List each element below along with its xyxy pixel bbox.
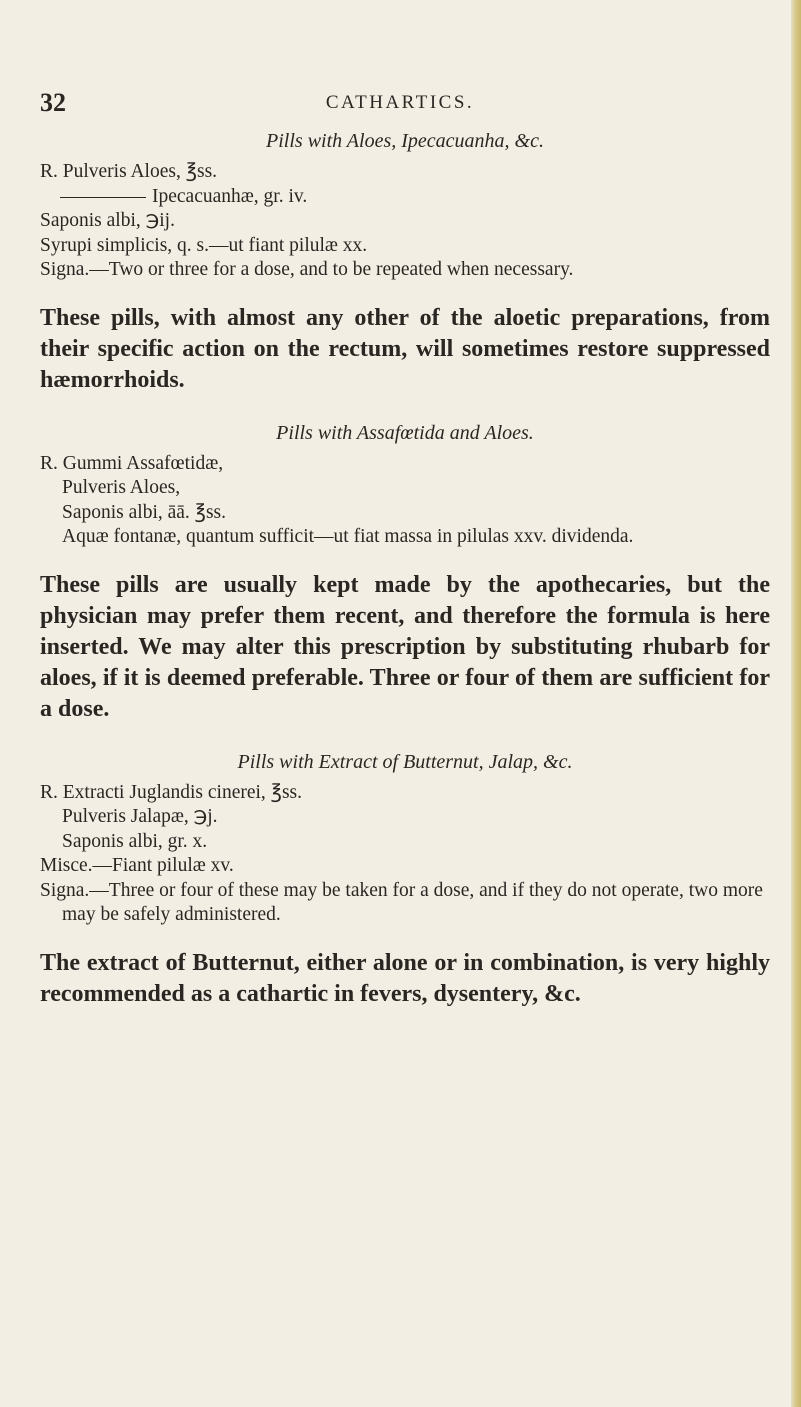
page-content xyxy=(40,128,770,1034)
prescription-line: R. Gummi Assafœtidæ, xyxy=(40,452,224,474)
recipe-title: Pills with Extract of Butternut, Jalap, &c. xyxy=(237,750,573,773)
prescription-line: Syrupi simplicis, q. s.—ut fiant pilulæ xx. xyxy=(40,234,368,256)
prescription-line: Ipecacuanhæ, gr. iv. xyxy=(40,185,770,210)
commentary-paragraph: These pills, with almost any other of the aloetic preparations, from their specific action on the rectum, will sometimes restore suppressed hæmorrhoids. xyxy=(40,304,770,393)
prescription-line: Misce.—Fiant pilulæ xv. xyxy=(40,855,234,876)
page-header xyxy=(40,88,760,118)
prescription-line: Saponis albi, āā. ℥ss. xyxy=(62,501,226,523)
recipe-section xyxy=(40,420,770,725)
recipe-title: Pills with Aloes, Ipecacuanha, &c. xyxy=(266,130,544,152)
page-edge xyxy=(791,0,801,1407)
prescription-line: Pulveris Aloes, xyxy=(62,477,181,498)
prescription-line: Saponis albi, ℈ij. xyxy=(40,210,175,231)
commentary-paragraph: The extract of Butternut, either alone or in combination, is very highly recommended as a cathartic in fevers, dysentery, &c. xyxy=(40,949,770,1007)
recipe-section xyxy=(40,749,770,1010)
prescription-line: Signa.—Two or three for a dose, and to be repeated when necessary. xyxy=(40,259,574,280)
running-title: CATHARTICS. xyxy=(325,92,475,113)
prescription-line: R. Pulveris Aloes, ℥ss. xyxy=(40,161,218,182)
page-number: 32 xyxy=(40,88,66,117)
prescription-line: Aquæ fontanæ, quantum sufficit—ut fiat massa in pilulas xxv. dividenda. xyxy=(62,526,634,547)
recipe-title: Pills with Assafœtida and Aloes. xyxy=(276,421,534,444)
prescription-line: Signa.—Three or four of these may be taken for a dose, and if they do not operate, two more may be safely administered. xyxy=(40,879,763,925)
prescription-line: Saponis albi, gr. x. xyxy=(62,830,208,852)
prescription-line: Pulveris Jalapæ, ℈j. xyxy=(62,806,218,827)
recipe-section xyxy=(40,128,770,396)
prescription-line: R. Extracti Juglandis cinerei, ℥ss. xyxy=(40,781,303,803)
commentary-paragraph: These pills are usually kept made by the apothecaries, but the physician may prefer them recent, and therefore the formula is here inserted. We may alter this prescription by substituting rhubarb for aloes, if it is deemed preferable. Three or four of them are sufficient for a dose. xyxy=(40,571,770,722)
